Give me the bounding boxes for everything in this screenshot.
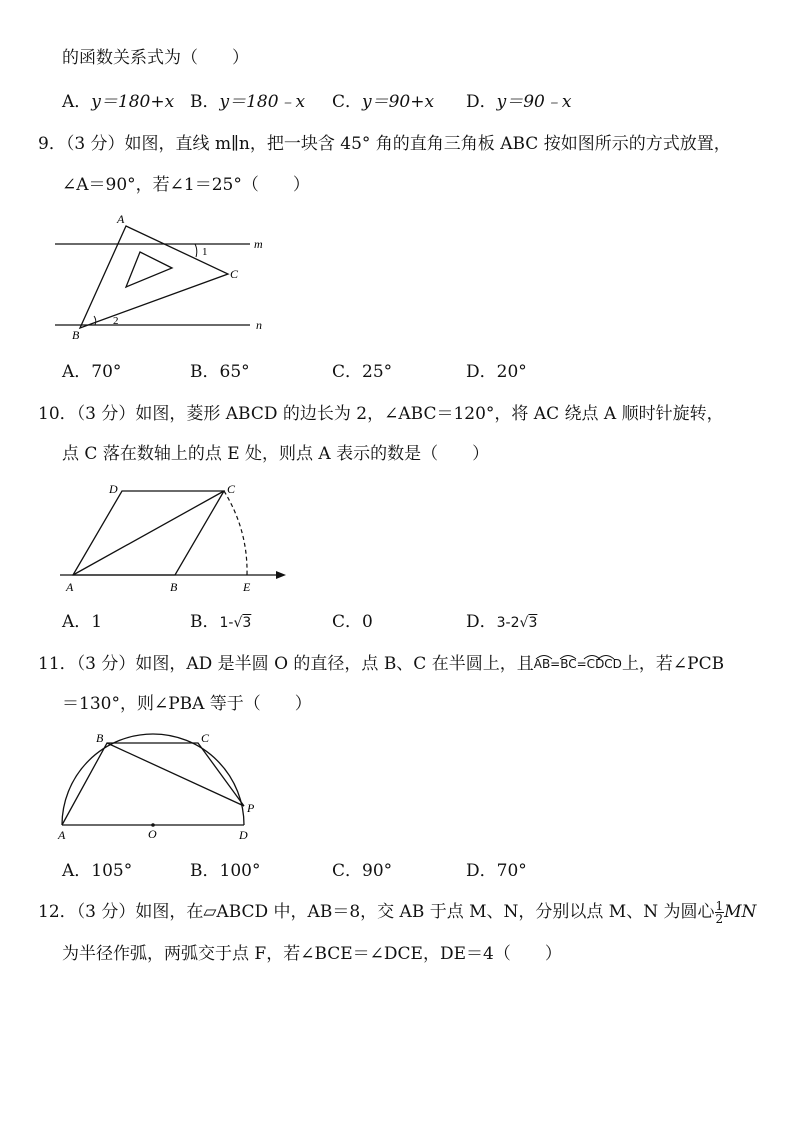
label-a: A: [117, 212, 125, 226]
label-c: C: [201, 731, 210, 745]
q10-number: 10．: [38, 404, 77, 424]
q11-option-a-text: 105°: [91, 861, 133, 881]
q9-option-c-text: 25°: [362, 362, 393, 382]
q9-number: 9．: [38, 134, 66, 154]
q8-option-b-text: y＝180﹣x: [219, 92, 306, 112]
q9-stem-line2: ∠A＝90°，若∠1＝25°（ ）: [62, 175, 310, 195]
label-angle1: 1: [202, 246, 208, 258]
q10-option-b-text: 1-: [219, 615, 234, 631]
q11-option-c-label: C．: [332, 861, 363, 881]
q9-stem-line1: （3 分）如图，直线 m∥n，把一块含 45° 角的直角三角板 ABC 按如图所示的方式放置，: [65, 134, 731, 154]
diagonal-ac: [73, 491, 224, 575]
q10-option-d-text: 3-2: [496, 615, 520, 631]
q10-figure: [50, 478, 300, 598]
q10-option-d-radicand: 3: [528, 615, 538, 631]
label-angle2: 2: [113, 315, 119, 327]
label-d: D: [239, 828, 248, 842]
q11-stem-line1a: （3 分）如图，AD 是半圆 O 的直径，点 B、C 在半圆上，且: [76, 654, 534, 674]
q10-option-b-label: B．: [190, 612, 220, 632]
arc-marks: [534, 652, 618, 660]
q8-tail-text: 的函数关系式为（ ）: [62, 48, 249, 68]
q12-fraction-denominator: 2: [715, 912, 724, 926]
q8-option-c-text: y＝90+x: [362, 92, 435, 112]
q9-option-a-label: A．: [62, 362, 92, 382]
q11-option-a-label: A．: [62, 861, 92, 881]
label-b: B: [170, 580, 178, 594]
q11-stem-line1b: 上，若∠PCB: [621, 654, 725, 674]
triangle-hole: [126, 252, 172, 287]
q9-option-b-text: 65°: [219, 362, 250, 382]
q11-option-d-text: 70°: [496, 861, 527, 881]
label-m: m: [254, 237, 263, 251]
q9-option-a-text: 70°: [91, 362, 122, 382]
q8-option-a-text: y＝180+x: [91, 92, 175, 112]
q8-option-d-text: y＝90﹣x: [496, 92, 572, 112]
q12-number: 12．: [38, 902, 77, 922]
label-b: B: [96, 731, 104, 745]
q11-option-b-text: 100°: [219, 861, 261, 881]
label-d: D: [109, 482, 118, 496]
q9-option-d-text: 20°: [496, 362, 527, 382]
q8-option-a-label: A．: [62, 92, 92, 112]
label-n: n: [256, 318, 262, 332]
q12-stem-line2: 为半径作弧，两弧交于点 F，若∠BCE＝∠DCE，DE＝4（ ）: [62, 944, 562, 964]
q11-line1: [38, 652, 724, 677]
semicircle: [62, 734, 244, 825]
q11-option-d-label: D．: [466, 861, 497, 881]
label-c: C: [230, 267, 239, 281]
axis-arrow: [276, 571, 286, 579]
q10-option-b-radicand: 3: [242, 615, 252, 631]
q11-number: 11．: [38, 654, 77, 674]
q9-line1: [38, 132, 731, 156]
angle2-arc: [94, 316, 96, 325]
q10-option-c-text: 0: [362, 612, 373, 632]
q9-figure: [50, 210, 280, 345]
q8-option-b-label: B．: [190, 92, 220, 112]
q9-option-c-label: C．: [332, 362, 363, 382]
q10-stem-line1: （3 分）如图，菱形 ABCD 的边长为 2，∠ABC＝120°，将 AC 绕点 A 顺时针旋转，: [76, 404, 724, 424]
label-p: P: [247, 801, 255, 815]
q10-option-d-label: D．: [466, 612, 497, 632]
q12-fraction-numerator: 1: [715, 899, 724, 913]
q10-line1: [38, 402, 724, 426]
angle1-arc: [195, 244, 197, 257]
label-b: B: [72, 328, 80, 342]
q12-stem-line1b: MN: [724, 902, 757, 922]
q10-option-c-label: C．: [332, 612, 363, 632]
q8-option-c-label: C．: [332, 92, 363, 112]
q11-option-c-text: 90°: [362, 861, 393, 881]
triangle-abc: [80, 226, 228, 328]
label-a: A: [66, 580, 74, 594]
rotation-arc: [224, 491, 247, 575]
q10-option-a-text: 1: [91, 612, 103, 632]
label-e: E: [243, 580, 251, 594]
label-a: A: [58, 828, 66, 842]
q8-option-d-label: D．: [466, 92, 497, 112]
chords-abcp: [62, 743, 244, 825]
q11-stem-line2: ＝130°，则∠PBA 等于（ ）: [62, 694, 312, 714]
q12-line1: [38, 900, 756, 925]
q12-fraction: [715, 900, 725, 925]
q11-figure: [50, 726, 270, 846]
chord-bp: [107, 743, 244, 806]
q10-stem-line2: 点 C 落在数轴上的点 E 处，则点 A 表示的数是（ ）: [62, 444, 490, 464]
q9-option-b-label: B．: [190, 362, 220, 382]
q11-arc-notation: AB=BC=CDCD: [533, 657, 622, 671]
label-c: C: [227, 482, 236, 496]
q12-stem-line1a: （3 分）如图，在▱ABCD 中，AB＝8，交 AB 于点 M、N，分别以点 M、N 为圆心: [76, 902, 715, 922]
q11-option-b-label: B．: [190, 861, 220, 881]
label-o: O: [148, 827, 157, 841]
q9-option-d-label: D．: [466, 362, 497, 382]
q10-option-a-label: A．: [62, 612, 92, 632]
